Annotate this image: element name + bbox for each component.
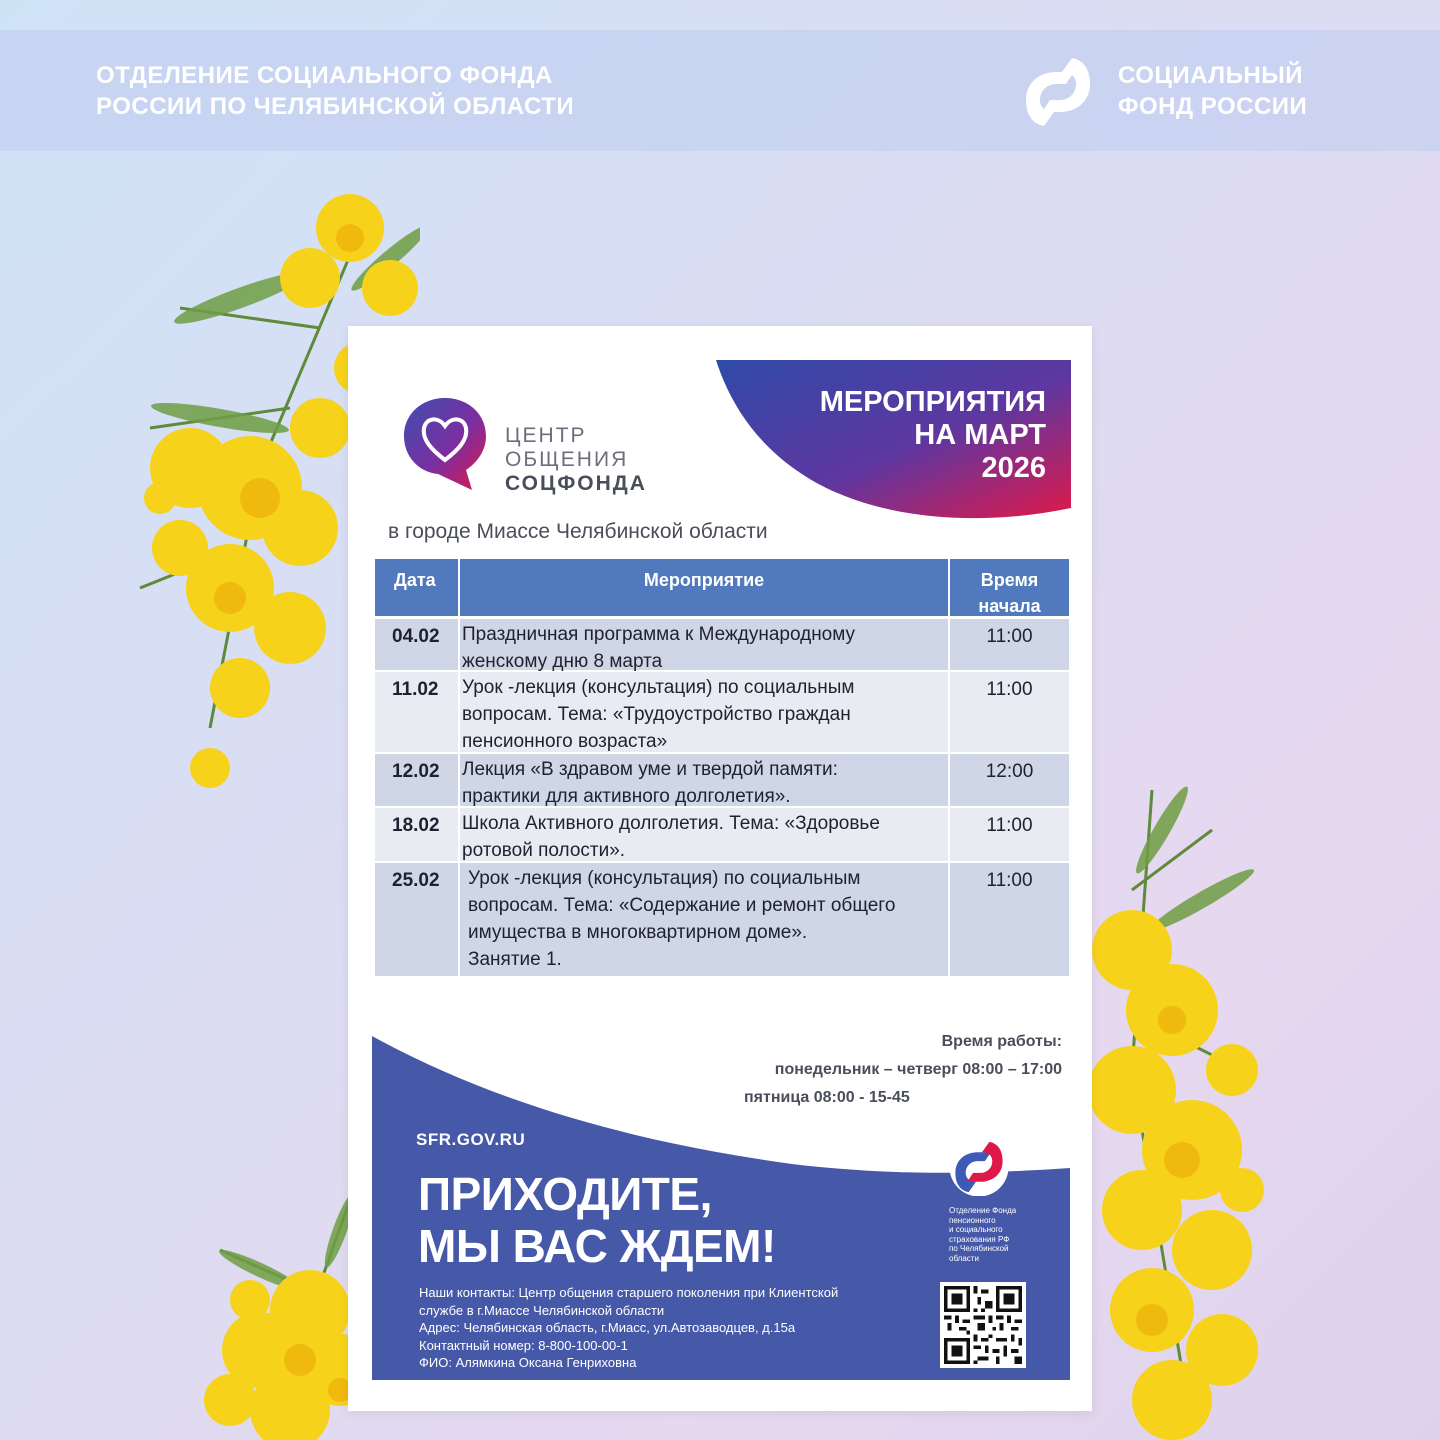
hours-title: Время работы:	[941, 1033, 1062, 1050]
contact-line: Контактный номер: 8-800-100-00-1	[419, 1337, 628, 1353]
table-row	[375, 619, 1069, 672]
row-event	[460, 754, 950, 806]
event-line: Праздничная программа к Международному	[462, 624, 856, 645]
qr-code-icon[interactable]	[940, 1282, 1026, 1368]
event-line: Лекция «В здравом уме и твердой памяти:	[462, 759, 838, 780]
event-line: практики для активного долголетия».	[462, 786, 791, 807]
small-org-line: Отделение Фонда	[949, 1206, 1017, 1215]
org-name-line: ОТДЕЛЕНИЕ СОЦИАЛЬНОГО ФОНДА	[96, 62, 553, 89]
event-line: Урок -лекция (консультация) по социальным	[462, 677, 855, 698]
org-name-line: РОССИИ ПО ЧЕЛЯБИНСКОЙ ОБЛАСТИ	[96, 93, 575, 120]
row-event	[460, 619, 950, 670]
small-org-line: по Челябинской	[949, 1244, 1009, 1254]
table-row	[375, 808, 1069, 863]
org-name-right	[1118, 60, 1378, 122]
small-org-name	[949, 1206, 1039, 1264]
event-line: Школа Активного долголетия. Тема: «Здоровье	[462, 813, 880, 834]
table-header	[375, 559, 1069, 619]
working-hours	[744, 1028, 1062, 1112]
banner-title-line: 2026	[981, 452, 1046, 484]
cta-line: ПРИХОДИТЕ,	[418, 1168, 712, 1220]
row-date: 04.02	[375, 619, 460, 670]
hours-line: понедельник – четверг 08:00 – 17:00	[774, 1061, 1062, 1078]
header-time-line: Время	[980, 570, 1039, 590]
row-time: 11:00	[986, 870, 1033, 891]
event-line: вопросам. Тема: «Содержание и ремонт общего	[468, 895, 896, 916]
row-date: 12.02	[375, 754, 460, 806]
contacts-block	[419, 1284, 919, 1372]
event-line: женскому дню 8 марта	[462, 651, 663, 672]
table-row	[375, 672, 1069, 754]
hours-line: пятница 08:00 - 15-45	[744, 1089, 910, 1106]
row-time: 12:00	[985, 761, 1034, 782]
row-date: 11.02	[375, 672, 460, 752]
center-name-line: ЦЕНТР	[505, 424, 587, 447]
table-row	[375, 754, 1069, 808]
header-time-line: начала	[978, 596, 1041, 616]
contact-line: Наши контакты: Центр общения старшего поколения при Клиентской	[419, 1285, 839, 1300]
row-event	[460, 808, 950, 861]
event-line: вопросам. Тема: «Трудоустройство граждан	[462, 704, 851, 725]
heart-chat-logo-icon	[402, 394, 488, 494]
contact-line: ФИО: Алямкина Оксана Генриховна	[419, 1355, 637, 1370]
org-name-line: ФОНД РОССИИ	[1118, 93, 1308, 120]
event-line: Занятие 1.	[468, 949, 562, 970]
small-org-line: и социального	[949, 1225, 1003, 1235]
center-name-line: ОБЩЕНИЯ	[505, 448, 629, 471]
events-table	[375, 559, 1069, 978]
row-date: 18.02	[375, 808, 460, 861]
banner-title-line: НА МАРТ	[914, 419, 1046, 451]
header-event: Мероприятие	[460, 559, 950, 616]
small-org-line: страхования РФ	[949, 1234, 1010, 1244]
contact-line: Адрес: Челябинская область, г.Миасс, ул.Автозаводцев, д.15а	[419, 1320, 796, 1335]
website-link[interactable]: SFR.GOV.RU	[416, 1130, 526, 1149]
event-poster	[348, 326, 1092, 1411]
header-date: Дата	[375, 559, 460, 616]
center-name	[505, 424, 647, 496]
center-name-line: СОЦФОНДА	[505, 472, 647, 495]
poster-subtitle: в городе Миассе Челябинской области	[388, 520, 768, 543]
mimosa-flowers-right	[1092, 770, 1292, 1440]
banner-title-line: МЕРОПРИЯТИЯ	[819, 386, 1046, 418]
table-row	[375, 863, 1069, 978]
small-org-line: области	[949, 1253, 979, 1263]
event-line: Урок -лекция (консультация) по социальным	[468, 868, 861, 889]
row-time: 11:00	[986, 815, 1033, 836]
row-date: 25.02	[375, 863, 460, 976]
row-event	[460, 863, 950, 976]
row-event	[460, 672, 950, 752]
row-time: 11:00	[986, 679, 1033, 700]
sfr-logo-icon	[1016, 56, 1100, 128]
sfr-logo-icon	[948, 1138, 1010, 1196]
small-org-line: пенсионного	[949, 1215, 996, 1225]
cta-line: МЫ ВАС ЖДЕМ!	[418, 1220, 776, 1272]
org-name-line: СОЦИАЛЬНЫЙ	[1118, 62, 1303, 89]
event-line: пенсионного возраста»	[462, 731, 668, 752]
event-line: ротовой полости».	[462, 840, 626, 861]
call-to-action	[418, 1168, 776, 1272]
row-time: 11:00	[986, 626, 1033, 647]
contact-line: службе в г.Миассе Челябинской области	[419, 1302, 665, 1318]
banner-title	[778, 386, 1046, 485]
org-name-left	[96, 60, 656, 122]
event-line: имущества в многоквартирном доме».	[468, 922, 808, 943]
header-time	[950, 559, 1069, 616]
